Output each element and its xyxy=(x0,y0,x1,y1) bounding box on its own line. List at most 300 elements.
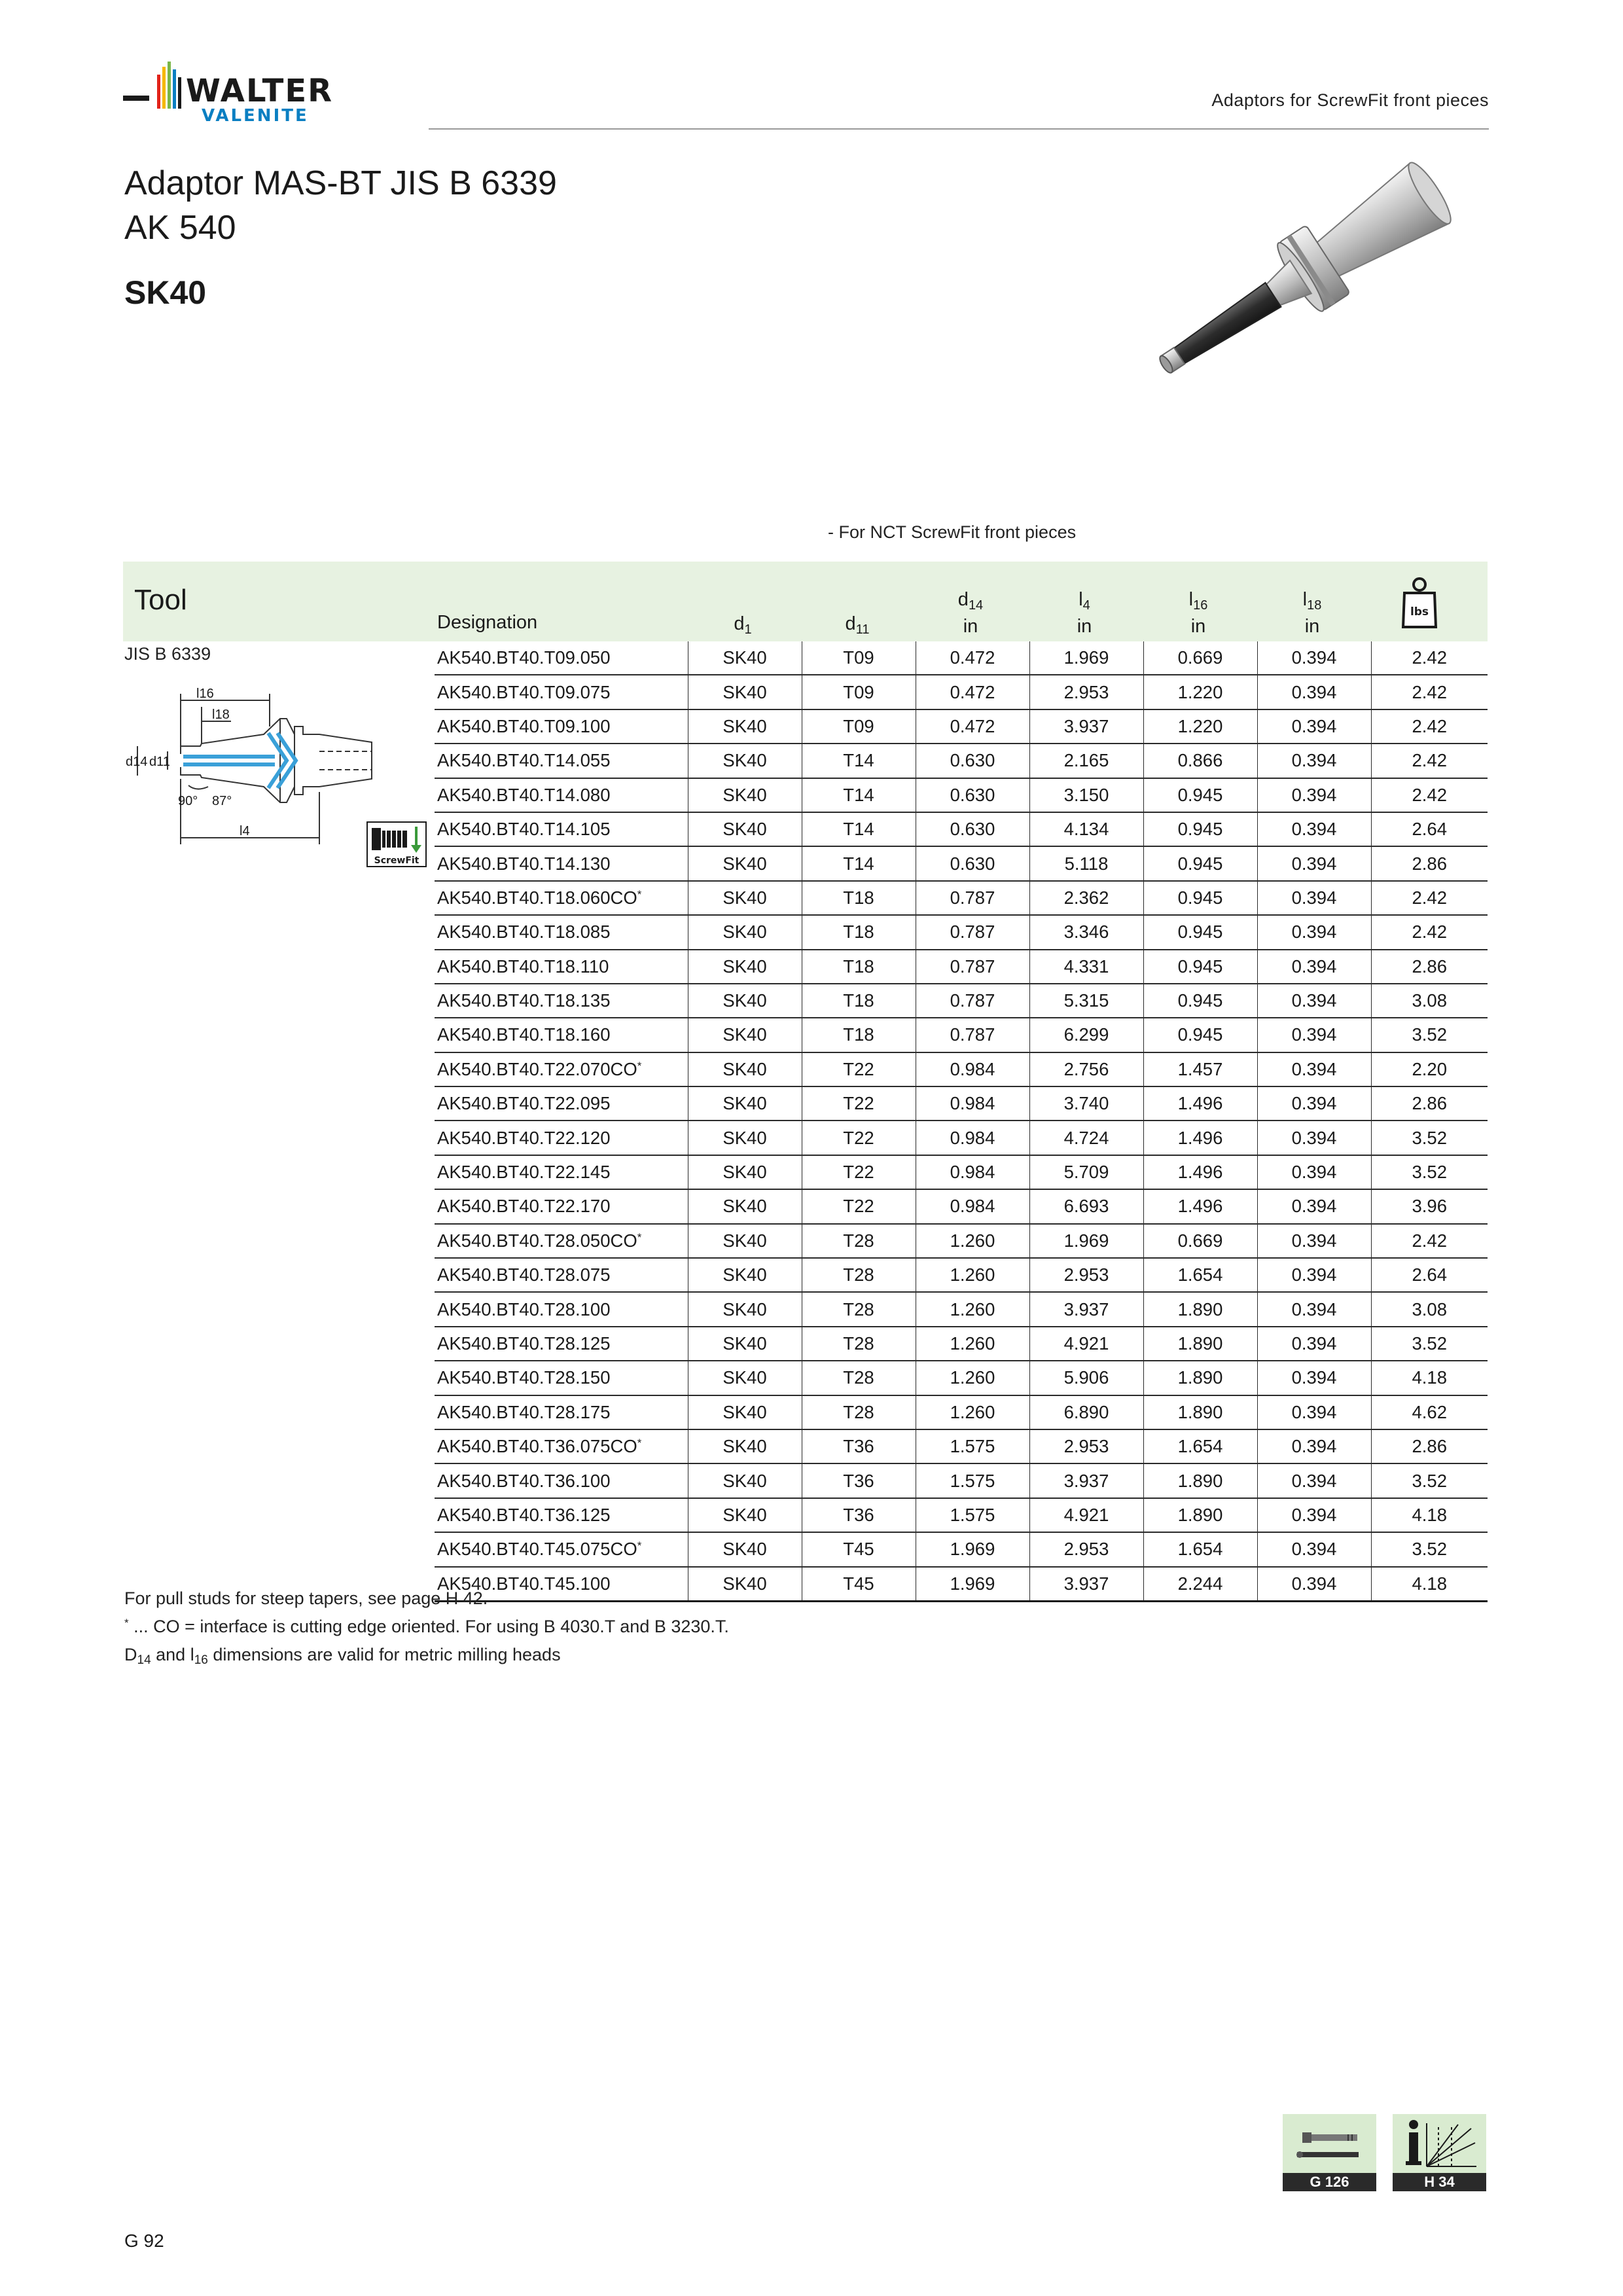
cell-weight-text: 3.52 xyxy=(1412,1024,1448,1045)
angle-87: 87° xyxy=(212,794,232,808)
cell-d14-text: 1.260 xyxy=(950,1333,995,1354)
cell-weight xyxy=(1371,1292,1488,1326)
cell-l18 xyxy=(1257,1327,1371,1361)
cell-l18-text: 0.394 xyxy=(1291,1436,1337,1457)
table-row xyxy=(435,1018,1488,1052)
cell-weight xyxy=(1371,1121,1488,1155)
cell-weight xyxy=(1371,1052,1488,1086)
table-row xyxy=(435,675,1488,709)
cell-l4 xyxy=(1029,915,1143,949)
table-row xyxy=(435,1086,1488,1121)
d1-subscript: 1 xyxy=(744,622,752,637)
cell-l4-text: 2.953 xyxy=(1063,1539,1109,1560)
page-number: G 92 xyxy=(124,2231,164,2251)
cell-l4 xyxy=(1029,1395,1143,1429)
table-row xyxy=(435,1361,1488,1395)
cell-l4 xyxy=(1029,812,1143,846)
cell-l4-text: 2.362 xyxy=(1063,887,1109,908)
dim-l4: l4 xyxy=(240,824,250,838)
cell-l16 xyxy=(1143,1532,1257,1566)
cell-weight-text: 3.08 xyxy=(1412,1299,1448,1319)
cell-l18-text: 0.394 xyxy=(1291,956,1337,977)
reference-link-h34[interactable]: H 34 xyxy=(1393,2173,1486,2191)
cell-weight xyxy=(1371,1189,1488,1223)
cell-l4 xyxy=(1029,675,1143,709)
cell-l4-text: 5.315 xyxy=(1063,990,1109,1011)
cell-l16-text: 1.496 xyxy=(1177,1093,1223,1114)
l16-unit: in xyxy=(1190,616,1206,637)
reference-link-g126[interactable]: G 126 xyxy=(1283,2173,1376,2191)
cell-l4 xyxy=(1029,1498,1143,1532)
cell-designation xyxy=(435,1361,688,1395)
cell-d1-text: SK40 xyxy=(722,956,767,977)
cell-weight-text: 2.42 xyxy=(1412,681,1448,702)
cell-l4 xyxy=(1029,1567,1143,1602)
cell-d11-text: T45 xyxy=(843,1539,874,1560)
cell-d11-text: T14 xyxy=(843,784,874,805)
l16-subscript: 16 xyxy=(1193,598,1208,613)
cell-d14-text: 1.260 xyxy=(950,1401,995,1422)
cell-l16-text: 1.457 xyxy=(1177,1058,1223,1079)
cell-d11-text: T14 xyxy=(843,750,874,771)
cell-l18-text: 0.394 xyxy=(1291,750,1337,771)
cell-l4-text: 1.969 xyxy=(1063,647,1109,668)
cell-l16-text: 0.945 xyxy=(1177,990,1223,1011)
table-row xyxy=(435,1292,1488,1326)
cell-d1 xyxy=(688,778,802,812)
column-header-designation: Designation xyxy=(437,612,538,633)
cell-l16-text: 0.945 xyxy=(1177,819,1223,840)
cell-weight xyxy=(1371,641,1488,675)
cell-weight-text: 2.86 xyxy=(1412,956,1448,977)
cell-d1-text: SK40 xyxy=(722,1436,767,1457)
cell-l4-text: 3.740 xyxy=(1063,1093,1109,1114)
cell-d1 xyxy=(688,1498,802,1532)
cell-d11-text: T18 xyxy=(843,1024,874,1045)
cell-d1 xyxy=(688,812,802,846)
cell-l16-text: 0.866 xyxy=(1177,750,1223,771)
cell-designation xyxy=(435,812,688,846)
cell-d11 xyxy=(802,984,916,1018)
cell-d1-text: SK40 xyxy=(722,1265,767,1285)
cell-l18-text: 0.394 xyxy=(1291,784,1337,805)
cell-l18 xyxy=(1257,1086,1371,1121)
cell-l4 xyxy=(1029,1258,1143,1292)
cell-weight-text: 2.42 xyxy=(1412,784,1448,805)
cell-l4 xyxy=(1029,1086,1143,1121)
cell-designation-text: AK540.BT40.T14.105 xyxy=(437,819,611,840)
cell-d11-text: T45 xyxy=(843,1573,874,1594)
cell-designation-text: AK540.BT40.T18.135 xyxy=(437,990,611,1011)
cell-l16-text: 0.945 xyxy=(1177,853,1223,874)
table-row xyxy=(435,778,1488,812)
logo-subbrand: VALENITE xyxy=(202,106,309,126)
table-body xyxy=(435,641,1488,1601)
cell-d1-text: SK40 xyxy=(722,715,767,736)
cell-l4 xyxy=(1029,778,1143,812)
cell-d14 xyxy=(916,950,1029,984)
cell-l16 xyxy=(1143,1292,1257,1326)
table-row xyxy=(435,1155,1488,1189)
cell-l16 xyxy=(1143,1189,1257,1223)
cell-d11-text: T09 xyxy=(843,647,874,668)
cell-designation xyxy=(435,1395,688,1429)
cell-d14 xyxy=(916,1292,1029,1326)
footnote-co xyxy=(124,1617,729,1637)
cell-l18 xyxy=(1257,1224,1371,1258)
cell-d11-text: T18 xyxy=(843,922,874,942)
cell-l16-text: 1.654 xyxy=(1177,1265,1223,1285)
cell-l4-text: 3.937 xyxy=(1063,715,1109,736)
cell-l4-text: 1.969 xyxy=(1063,1230,1109,1251)
cell-weight xyxy=(1371,1224,1488,1258)
cell-d14-text: 0.787 xyxy=(950,990,995,1011)
cell-designation-text: AK540.BT40.T22.070CO xyxy=(437,1058,637,1079)
cell-l16-text: 1.220 xyxy=(1177,681,1223,702)
cell-l18-text: 0.394 xyxy=(1291,681,1337,702)
cell-l16 xyxy=(1143,950,1257,984)
cell-l18 xyxy=(1257,1052,1371,1086)
column-header-l4 xyxy=(1029,589,1140,637)
cell-weight-text: 2.42 xyxy=(1412,647,1448,668)
cell-l4-text: 6.693 xyxy=(1063,1196,1109,1217)
footnote-dim-text: dimensions are valid for metric milling heads xyxy=(207,1645,561,1664)
cell-d1-text: SK40 xyxy=(722,1333,767,1354)
cell-l18-text: 0.394 xyxy=(1291,887,1337,908)
cell-l18 xyxy=(1257,812,1371,846)
table-row xyxy=(435,1121,1488,1155)
cell-designation-text: AK540.BT40.T45.075CO xyxy=(437,1539,637,1560)
d14-subscript: 14 xyxy=(968,598,984,613)
cell-designation xyxy=(435,1498,688,1532)
cell-d11-text: T09 xyxy=(843,681,874,702)
cell-d14 xyxy=(916,1532,1029,1566)
cell-designation xyxy=(435,1463,688,1498)
cell-d14 xyxy=(916,984,1029,1018)
l18-unit: in xyxy=(1304,616,1320,637)
cell-d1 xyxy=(688,1052,802,1086)
cell-d1 xyxy=(688,1395,802,1429)
cell-d14-text: 0.630 xyxy=(950,853,995,874)
cell-l18 xyxy=(1257,846,1371,880)
l18-symbol: l xyxy=(1302,589,1308,610)
column-header-l18 xyxy=(1257,589,1368,637)
cell-d14-text: 0.984 xyxy=(950,1093,995,1114)
column-header-d11 xyxy=(802,613,913,640)
cell-designation-text: AK540.BT40.T09.075 xyxy=(437,681,611,702)
cell-weight-text: 2.86 xyxy=(1412,853,1448,874)
dim-d11: d11 xyxy=(149,755,170,769)
cell-l16 xyxy=(1143,881,1257,915)
header-divider xyxy=(429,128,1489,130)
co-marker: * xyxy=(637,888,642,901)
cell-weight xyxy=(1371,846,1488,880)
table-row xyxy=(435,881,1488,915)
cell-d14 xyxy=(916,675,1029,709)
cell-l16 xyxy=(1143,915,1257,949)
cell-d11-text: T28 xyxy=(843,1265,874,1285)
cell-weight xyxy=(1371,1327,1488,1361)
cell-d11-text: T22 xyxy=(843,1127,874,1148)
cell-l18 xyxy=(1257,1567,1371,1602)
d11-subscript: 11 xyxy=(855,622,870,637)
cell-d1 xyxy=(688,950,802,984)
cell-d1 xyxy=(688,1224,802,1258)
cell-l16 xyxy=(1143,846,1257,880)
cell-l4-text: 3.346 xyxy=(1063,922,1109,942)
cell-d1-text: SK40 xyxy=(722,647,767,668)
cell-l4 xyxy=(1029,1121,1143,1155)
cell-d11 xyxy=(802,744,916,778)
section-title: Adaptors for ScrewFit front pieces xyxy=(1211,90,1489,110)
cell-l18 xyxy=(1257,1532,1371,1566)
cell-l18 xyxy=(1257,744,1371,778)
cell-d1 xyxy=(688,984,802,1018)
cell-l16-text: 1.654 xyxy=(1177,1539,1223,1560)
cell-weight-text: 2.42 xyxy=(1412,715,1448,736)
cell-d1-text: SK40 xyxy=(722,922,767,942)
d1-symbol: d xyxy=(734,613,745,634)
cell-weight-text: 2.42 xyxy=(1412,922,1448,942)
cell-d14-text: 0.984 xyxy=(950,1162,995,1183)
cell-d11-text: T18 xyxy=(843,887,874,908)
cell-designation-text: AK540.BT40.T18.110 xyxy=(437,956,609,977)
cell-d11 xyxy=(802,1532,916,1566)
cell-d14 xyxy=(916,1429,1029,1463)
cell-l18-text: 0.394 xyxy=(1291,1162,1337,1183)
cell-d1 xyxy=(688,641,802,675)
cell-d11 xyxy=(802,1567,916,1602)
cell-designation xyxy=(435,641,688,675)
cell-l16-text: 1.654 xyxy=(1177,1436,1223,1457)
table-row xyxy=(435,1532,1488,1566)
cell-l18 xyxy=(1257,1292,1371,1326)
column-header-d1 xyxy=(687,613,798,640)
pull-stud-icon[interactable] xyxy=(1283,2114,1376,2173)
cell-l16-text: 0.669 xyxy=(1177,647,1223,668)
l18-subscript: 18 xyxy=(1307,598,1322,613)
cell-l18-text: 0.394 xyxy=(1291,1573,1337,1594)
cell-l4 xyxy=(1029,984,1143,1018)
cell-weight xyxy=(1371,1429,1488,1463)
cell-d14 xyxy=(916,881,1029,915)
cell-l4 xyxy=(1029,881,1143,915)
cell-d11 xyxy=(802,915,916,949)
cell-l18-text: 0.394 xyxy=(1291,853,1337,874)
cell-weight-text: 2.42 xyxy=(1412,887,1448,908)
cell-designation-text: AK540.BT40.T14.080 xyxy=(437,784,611,805)
cell-designation xyxy=(435,1121,688,1155)
cell-l18-text: 0.394 xyxy=(1291,1470,1337,1491)
cell-l16 xyxy=(1143,984,1257,1018)
cell-d1-text: SK40 xyxy=(722,1024,767,1045)
tool-heading: Tool xyxy=(134,584,187,616)
footnote-co-text: ... CO = interface is cutting edge oriented. For using B 4030.T and B 3230.T. xyxy=(128,1617,729,1636)
cell-d11 xyxy=(802,1224,916,1258)
d11-symbol: d xyxy=(845,613,856,634)
table-row xyxy=(435,1052,1488,1086)
cell-l18 xyxy=(1257,778,1371,812)
cell-d11 xyxy=(802,1463,916,1498)
cell-designation-text: AK540.BT40.T28.125 xyxy=(437,1333,611,1354)
cell-l4 xyxy=(1029,1532,1143,1566)
cell-d14 xyxy=(916,1258,1029,1292)
cell-d1 xyxy=(688,1258,802,1292)
cell-designation xyxy=(435,1224,688,1258)
cell-d1 xyxy=(688,1121,802,1155)
cell-designation xyxy=(435,1155,688,1189)
cell-d1 xyxy=(688,1463,802,1498)
cell-l18 xyxy=(1257,1463,1371,1498)
cell-weight-text: 3.52 xyxy=(1412,1333,1448,1354)
cell-d1 xyxy=(688,1155,802,1189)
cell-d11 xyxy=(802,1258,916,1292)
cell-d11 xyxy=(802,881,916,915)
cell-l18 xyxy=(1257,1258,1371,1292)
cell-d14 xyxy=(916,1018,1029,1052)
cell-d1 xyxy=(688,1086,802,1121)
table-row xyxy=(435,1498,1488,1532)
cell-d1-text: SK40 xyxy=(722,1127,767,1148)
cell-l4 xyxy=(1029,1052,1143,1086)
cell-l16 xyxy=(1143,1498,1257,1532)
adaptor-product-image xyxy=(1113,147,1492,396)
d14-symbol: d xyxy=(957,589,969,610)
cell-designation-text: AK540.BT40.T28.175 xyxy=(437,1401,611,1422)
table-row xyxy=(435,1258,1488,1292)
cell-weight-text: 2.64 xyxy=(1412,1265,1448,1285)
cell-l18 xyxy=(1257,1429,1371,1463)
cell-weight-text: 3.08 xyxy=(1412,990,1448,1011)
cell-d11 xyxy=(802,1052,916,1086)
cell-d1 xyxy=(688,675,802,709)
cell-d11-text: T28 xyxy=(843,1401,874,1422)
cell-d1 xyxy=(688,1532,802,1566)
cell-d11 xyxy=(802,1429,916,1463)
cell-d11 xyxy=(802,1292,916,1326)
cell-l18 xyxy=(1257,1361,1371,1395)
cell-designation-text: AK540.BT40.T36.125 xyxy=(437,1504,611,1525)
cell-l18-text: 0.394 xyxy=(1291,1127,1337,1148)
cell-designation xyxy=(435,744,688,778)
cell-l16-text: 1.496 xyxy=(1177,1127,1223,1148)
cell-designation-text: AK540.BT40.T09.050 xyxy=(437,647,611,668)
weight-unit-label: lbs xyxy=(1410,605,1429,619)
cell-d1-text: SK40 xyxy=(722,1299,767,1319)
cell-d14-text: 1.575 xyxy=(950,1436,995,1457)
cell-l18 xyxy=(1257,1498,1371,1532)
cell-d11 xyxy=(802,709,916,744)
cell-weight-text: 3.52 xyxy=(1412,1539,1448,1560)
cell-l4 xyxy=(1029,1018,1143,1052)
cell-l16-text: 2.244 xyxy=(1177,1573,1223,1594)
cell-d14 xyxy=(916,1121,1029,1155)
cell-designation-text: AK540.BT40.T18.160 xyxy=(437,1024,611,1045)
cell-weight xyxy=(1371,778,1488,812)
cell-l4 xyxy=(1029,1327,1143,1361)
cell-d1-text: SK40 xyxy=(722,1401,767,1422)
cell-designation-text: AK540.BT40.T36.075CO xyxy=(437,1436,637,1457)
table-row xyxy=(435,915,1488,949)
cell-designation xyxy=(435,778,688,812)
cell-designation xyxy=(435,709,688,744)
cell-weight xyxy=(1371,709,1488,744)
cell-l16 xyxy=(1143,1361,1257,1395)
cell-d14-text: 1.969 xyxy=(950,1573,995,1594)
cell-weight xyxy=(1371,1361,1488,1395)
cell-designation xyxy=(435,984,688,1018)
cell-l18-text: 0.394 xyxy=(1291,922,1337,942)
cell-l4-text: 3.150 xyxy=(1063,784,1109,805)
cell-l18-text: 0.394 xyxy=(1291,1093,1337,1114)
cell-designation xyxy=(435,915,688,949)
info-chart-icon[interactable] xyxy=(1393,2114,1486,2173)
cell-l18-text: 0.394 xyxy=(1291,1058,1337,1079)
cell-d1-text: SK40 xyxy=(722,1230,767,1251)
co-marker: * xyxy=(637,1059,642,1072)
cell-l4-text: 2.953 xyxy=(1063,1436,1109,1457)
cell-d14-text: 0.630 xyxy=(950,819,995,840)
cell-l4 xyxy=(1029,1463,1143,1498)
l4-unit: in xyxy=(1077,616,1092,637)
cell-l4 xyxy=(1029,1361,1143,1395)
cell-d14-text: 0.787 xyxy=(950,887,995,908)
cell-d14-text: 0.984 xyxy=(950,1196,995,1217)
cell-designation-text: AK540.BT40.T28.100 xyxy=(437,1299,611,1319)
cell-d11-text: T09 xyxy=(843,715,874,736)
cell-d14-text: 0.984 xyxy=(950,1127,995,1148)
l4-subscript: 4 xyxy=(1082,598,1090,613)
cell-d14-text: 0.787 xyxy=(950,922,995,942)
table-row xyxy=(435,984,1488,1018)
cell-l18 xyxy=(1257,881,1371,915)
cell-d1 xyxy=(688,1429,802,1463)
cell-d11-text: T22 xyxy=(843,1058,874,1079)
cell-l4-text: 3.937 xyxy=(1063,1470,1109,1491)
column-header-d14 xyxy=(915,589,1026,637)
cell-d1 xyxy=(688,881,802,915)
cell-l18-text: 0.394 xyxy=(1291,1024,1337,1045)
cell-d11-text: T28 xyxy=(843,1230,874,1251)
cell-d14-text: 1.260 xyxy=(950,1265,995,1285)
cell-d14-text: 0.984 xyxy=(950,1058,995,1079)
cell-d11-text: T36 xyxy=(843,1436,874,1457)
cell-l16-text: 1.496 xyxy=(1177,1162,1223,1183)
co-marker: * xyxy=(637,1230,642,1244)
cell-designation-text: AK540.BT40.T28.075 xyxy=(437,1265,611,1285)
cell-weight xyxy=(1371,1463,1488,1498)
cell-d1-text: SK40 xyxy=(722,990,767,1011)
cell-d1-text: SK40 xyxy=(722,1573,767,1594)
cell-designation xyxy=(435,1086,688,1121)
cell-d11-text: T18 xyxy=(843,990,874,1011)
cell-l16 xyxy=(1143,1121,1257,1155)
cell-l4-text: 4.921 xyxy=(1063,1504,1109,1525)
l16-symbol: l xyxy=(1188,589,1194,610)
cell-d1-text: SK40 xyxy=(722,853,767,874)
screwfit-note: - For NCT ScrewFit front pieces xyxy=(828,522,1077,542)
cell-l16-text: 1.890 xyxy=(1177,1299,1223,1319)
cell-designation xyxy=(435,1429,688,1463)
cell-d14 xyxy=(916,1498,1029,1532)
cell-d14 xyxy=(916,1155,1029,1189)
cell-l16 xyxy=(1143,675,1257,709)
cell-l16 xyxy=(1143,1395,1257,1429)
cell-l16 xyxy=(1143,1155,1257,1189)
dim-l16: l16 xyxy=(196,687,214,701)
cell-designation xyxy=(435,1532,688,1566)
table-row xyxy=(435,1567,1488,1602)
